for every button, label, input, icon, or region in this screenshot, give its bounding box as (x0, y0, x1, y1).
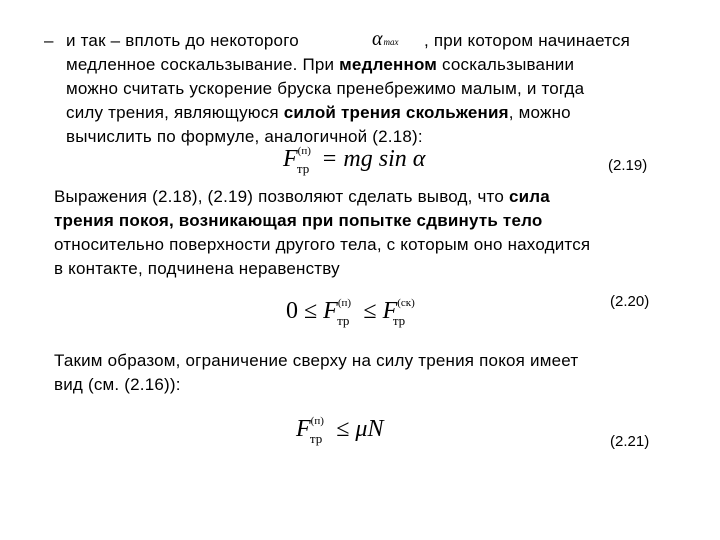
formula-2-20-le: ≤ (363, 298, 377, 324)
paragraph2-line2-bold: трения покоя, возникающая при попытке сдвинуть тело (54, 211, 543, 230)
paragraph1-line5: вычислить по формуле, аналогичной (2.18): (66, 127, 423, 146)
paragraph1-line2-part1: медленное соскальзывание. При (66, 55, 340, 74)
paragraph2-line4: в контакте, подчинена неравенству (54, 259, 340, 278)
formula-2-20-F2: F (382, 298, 398, 324)
paragraph1-line1-part1: и так – вплоть до некоторого (66, 31, 299, 50)
paragraph1-line4-part1: силу трения, являющуюся (66, 103, 284, 122)
paragraph3-line2: вид (см. (2.16)): (54, 375, 181, 394)
formula-2-20-sup2: (ск) (397, 297, 415, 309)
paragraph2-line1-text: Выражения (2.18), (2.19) позволяют сделать вывод, что (54, 187, 509, 206)
paragraph1-line3: можно считать ускорение бруска пренебрежимо малым, и тогда (66, 79, 585, 98)
formula-2-21-F: F (296, 416, 311, 442)
paragraph1-line1-part2: , при котором начинается (424, 31, 631, 50)
paragraph2-line1 (54, 186, 550, 207)
formula-2-21-sup: (п) (310, 415, 324, 427)
paragraph2-line2 (54, 210, 542, 231)
formula-2-19-sub: тр (296, 161, 310, 176)
formula-2-20 (286, 297, 415, 328)
paragraph1-line4-part2: , можно (508, 103, 571, 122)
formula-2-21 (296, 415, 384, 446)
paragraph3-line1: Таким образом, ограничение сверху на силу трения покоя имеет (54, 351, 579, 370)
alpha-subscript: max (383, 37, 399, 47)
formula-2-19-F: F (283, 146, 298, 172)
formula-2-19-rhs: = mg sin α (321, 146, 426, 172)
dash-marker: – (44, 31, 54, 50)
formula-2-20-sub1: тр (337, 313, 350, 328)
formula-2-20-sub2: тр (392, 313, 406, 328)
alpha-max-symbol (372, 28, 399, 51)
equation-number-2-21: (2.21) (610, 433, 650, 450)
paragraph2-line3: относительно поверхности другого тела, с которым оно находится (54, 235, 591, 254)
formula-2-20-F1: F (323, 298, 338, 324)
formula-2-21-rhs: ≤ μN (336, 416, 384, 442)
paragraph1-line2-part2: соскальзывании (437, 55, 575, 74)
alpha-symbol: α (372, 28, 383, 50)
paragraph1-line4 (66, 102, 571, 123)
paragraph1-line2-bold: медленном (339, 55, 438, 74)
paragraph1-line2 (66, 54, 574, 75)
equation-number-2-20: (2.20) (610, 293, 650, 310)
formula-2-21-sub: тр (309, 431, 323, 446)
equation-number-2-19: (2.19) (608, 157, 648, 174)
formula-2-20-lhs: 0 ≤ (286, 298, 318, 324)
formula-2-19 (283, 145, 426, 176)
formula-2-19-sup: (п) (297, 145, 311, 157)
paragraph2-line1-bold: сила (508, 187, 550, 206)
paragraph1-line4-bold: силой трения скольжения (283, 103, 509, 122)
formula-2-20-sup1: (п) (337, 297, 352, 309)
